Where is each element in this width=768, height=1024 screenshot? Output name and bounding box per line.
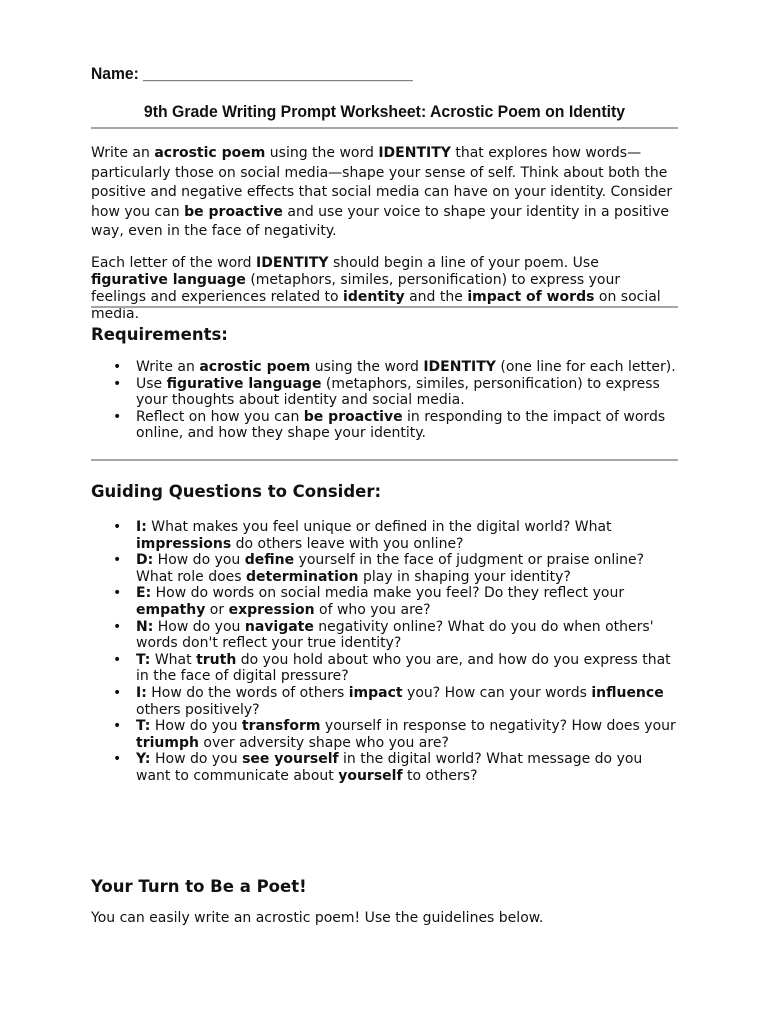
bold-text: impressions: [136, 535, 232, 552]
list-item: [91, 685, 678, 718]
bold-text: see yourself: [242, 751, 339, 768]
bold-text: influence: [591, 684, 664, 701]
your-turn-intro: You can easily write an acrostic poem! Use the guidelines below.: [91, 910, 544, 926]
text-run: negativity online? What do you do when others' words don't reflect your true identity?: [136, 618, 654, 652]
text-run: using the word: [265, 145, 379, 161]
list-item: [91, 619, 678, 652]
text-run: play in shaping your identity?: [358, 568, 571, 585]
text-run: over adversity shape who you are?: [198, 734, 449, 751]
bold-text: triumph: [136, 734, 199, 751]
text-run: How do you: [153, 618, 245, 635]
text-run: yourself in the face of judgment or praise online? What role does: [136, 552, 645, 585]
requirements-list: [91, 359, 678, 442]
bold-text: D:: [136, 552, 154, 569]
bold-text: transform: [241, 718, 321, 735]
bold-text: yourself: [338, 767, 403, 784]
bold-text: navigate: [244, 618, 314, 635]
bold-text: expression: [228, 601, 315, 618]
divider-intro: [91, 306, 678, 308]
bold-text: figurative language: [166, 375, 322, 392]
text-run: of who you are?: [314, 601, 431, 618]
bold-text: I:: [136, 684, 147, 701]
text-run: Write an: [136, 359, 200, 375]
bullet-icon: •: [113, 751, 122, 768]
guiding-questions-heading: Guiding Questions to Consider:: [91, 482, 382, 501]
list-item: [91, 718, 678, 751]
bold-text: empathy: [136, 601, 206, 618]
your-turn-heading: Your Turn to Be a Poet!: [91, 877, 307, 896]
list-item: [91, 585, 678, 618]
text-run: others positively?: [136, 701, 260, 718]
text-run: What: [150, 651, 197, 668]
text-run: Write an: [91, 145, 155, 161]
text-run: to others?: [402, 767, 478, 784]
bullet-icon: •: [113, 519, 122, 535]
name-label: Name:: [91, 64, 139, 83]
bold-text: T:: [136, 651, 151, 668]
bold-text: be proactive: [303, 408, 403, 425]
bullet-icon: •: [113, 408, 122, 425]
text-run: you? How can your words: [402, 684, 592, 701]
bold-text: acrostic poem: [154, 145, 266, 161]
bold-text: E:: [136, 585, 152, 602]
name-blank[interactable]: _______________________________: [143, 64, 413, 83]
bullet-icon: •: [113, 684, 122, 701]
requirements-heading: Requirements:: [91, 325, 228, 344]
text-run: How do you: [150, 751, 243, 768]
intro-paragraph-1: [91, 144, 678, 242]
bold-text: be proactive: [184, 203, 283, 220]
list-item: [91, 652, 678, 685]
text-run: How do you: [153, 552, 245, 569]
bold-text: define: [244, 552, 295, 569]
text-run: (one line for each letter).: [495, 359, 676, 375]
text-run: Use: [136, 375, 167, 392]
divider-requirements: [91, 459, 678, 461]
list-item: [91, 519, 678, 552]
text-run: do others leave with you online?: [231, 535, 464, 552]
text-run: should begin a line of your poem. Use: [328, 255, 599, 271]
text-run: using the word: [310, 359, 424, 375]
bold-text: IDENTITY: [378, 145, 451, 161]
bold-text: impact: [348, 684, 403, 701]
bold-text: Y:: [136, 751, 151, 768]
text-run: on social media.: [91, 289, 661, 322]
text-run: (metaphors, similes, personification) to express your feelings and experiences related to: [91, 272, 621, 305]
list-item: [91, 359, 678, 376]
text-run: What makes you feel unique or defined in the digital world? What: [146, 519, 612, 535]
text-run: (metaphors, similes, personification) to express your thoughts about identity and social media.: [136, 375, 660, 409]
bold-text: figurative language: [91, 272, 246, 288]
guiding-questions-list: [91, 519, 678, 785]
text-run: do you hold about who you are, and how do you express that in the face of digital pressure?: [136, 651, 671, 685]
bold-text: determination: [246, 568, 359, 585]
bold-text: N:: [136, 618, 154, 635]
text-run: in responding to the impact of words online, and how they shape your identity.: [136, 408, 666, 442]
bold-text: I:: [136, 519, 147, 535]
text-run: Each letter of the word: [91, 255, 256, 271]
divider-top: [91, 127, 678, 129]
bullet-icon: •: [113, 359, 122, 375]
bullet-icon: •: [113, 585, 122, 602]
bullet-icon: •: [113, 552, 122, 569]
list-item: [91, 409, 678, 442]
bold-text: IDENTITY: [255, 255, 329, 271]
text-run: and use your voice to shape your identity in a positive way, even in the face of negativity.: [91, 203, 669, 239]
bold-text: truth: [196, 651, 237, 668]
name-line: [91, 63, 631, 86]
list-item: [91, 552, 678, 585]
text-run: yourself in response to negativity? How does your: [320, 718, 676, 735]
bullet-icon: •: [113, 651, 122, 668]
bold-text: impact of words: [467, 289, 595, 305]
bullet-icon: •: [113, 375, 122, 392]
bold-text: acrostic poem: [199, 359, 311, 375]
text-run: in the digital world? What message do you want to communicate about: [136, 751, 643, 784]
bullet-icon: •: [113, 618, 122, 635]
text-run: How do you: [150, 718, 242, 735]
page-title: 9th Grade Writing Prompt Worksheet: Acrostic Poem on Identity: [143, 102, 626, 121]
text-run: and the: [404, 289, 468, 305]
list-item: [91, 376, 678, 409]
text-run: or: [205, 601, 229, 618]
text-run: Reflect on how you can: [136, 408, 304, 425]
bold-text: identity: [343, 289, 405, 305]
bold-text: T:: [136, 718, 151, 735]
text-run: How do the words of others: [146, 684, 349, 701]
text-run: How do words on social media make you feel? Do they reflect your: [151, 585, 625, 602]
text-run: that explores how words—particularly those on social media—shape your sense of self. Think about both the positive and negative effects that social media can have on your identity. Consider how you can: [91, 145, 673, 220]
bold-text: IDENTITY: [423, 359, 496, 375]
bullet-icon: •: [113, 718, 122, 735]
intro-paragraph-2: [91, 255, 678, 323]
list-item: [91, 751, 678, 784]
